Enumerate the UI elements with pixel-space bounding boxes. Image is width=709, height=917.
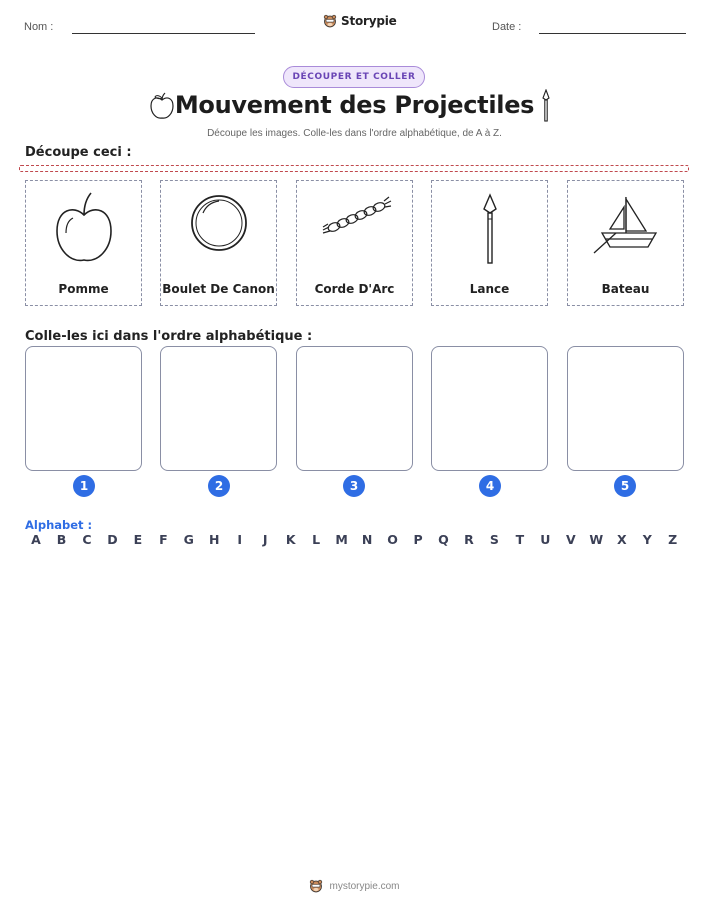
- name-line[interactable]: [72, 33, 255, 34]
- alphabet-label: Alphabet :: [25, 518, 93, 532]
- alphabet-letter: K: [285, 532, 296, 547]
- alphabet-letter: H: [209, 532, 220, 547]
- alphabet-letter: Y: [642, 532, 652, 547]
- alphabet-letter: C: [82, 532, 92, 547]
- number-badge-1: 1: [73, 475, 95, 497]
- card-label: Bateau: [601, 282, 650, 296]
- alphabet-letter: D: [107, 532, 118, 547]
- date-label: Date :: [492, 21, 522, 33]
- alphabet-letter: N: [361, 532, 373, 547]
- number-badge-2: 2: [208, 475, 230, 497]
- alphabet-letter: I: [237, 532, 243, 547]
- activity-badge: DÉCOUPER ET COLLER: [283, 66, 425, 88]
- spear-icon: [539, 89, 553, 123]
- alphabet-row: [25, 532, 684, 547]
- alphabet-letter: S: [489, 532, 499, 547]
- card-label: Pomme: [58, 282, 109, 296]
- alphabet-letter: V: [566, 532, 576, 547]
- alphabet-letter: Z: [668, 532, 678, 547]
- cut-line: [19, 165, 689, 172]
- cut-card-bateau[interactable]: [567, 180, 684, 306]
- cut-card-lance[interactable]: [431, 180, 548, 306]
- apple-icon: [44, 187, 124, 273]
- alphabet-letter: M: [335, 532, 348, 547]
- footer-link[interactable]: mystorypie.com: [329, 880, 400, 892]
- alphabet-letter: U: [540, 532, 551, 547]
- cut-heading: Découpe ceci :: [25, 145, 132, 160]
- paste-box-2[interactable]: [160, 346, 277, 471]
- cut-card-boulet-de-canon[interactable]: [160, 180, 277, 306]
- alphabet-letter: X: [616, 532, 627, 547]
- alphabet-letter: J: [262, 532, 268, 547]
- paste-box-1[interactable]: [25, 346, 142, 471]
- storypie-mascot-icon: [323, 14, 337, 28]
- name-label: Nom :: [24, 21, 54, 33]
- rope-icon: [315, 187, 395, 273]
- page-title: Mouvement des Projectiles: [174, 91, 535, 119]
- card-label: Corde D'Arc: [314, 282, 395, 296]
- alphabet-letter: B: [56, 532, 67, 547]
- storypie-mascot-icon: [309, 879, 323, 893]
- number-badge-3: 3: [343, 475, 365, 497]
- date-line[interactable]: [539, 33, 686, 34]
- alphabet-letter: T: [515, 532, 525, 547]
- alphabet-letter: G: [183, 532, 194, 547]
- boat-icon: [586, 187, 666, 273]
- alphabet-letter: E: [133, 532, 143, 547]
- card-label: Boulet De Canon: [162, 282, 275, 296]
- cut-card-corde-darc[interactable]: [296, 180, 413, 306]
- storypie-logo: [323, 14, 397, 28]
- alphabet-letter: O: [387, 532, 398, 547]
- alphabet-letter: F: [159, 532, 168, 547]
- cannonball-icon: [179, 187, 259, 273]
- paste-heading: Colle-les ici dans l'ordre alphabétique :: [25, 329, 313, 344]
- instructions: Découpe les images. Colle-les dans l'ordre alphabétique, de A à Z.: [207, 128, 502, 139]
- footer: [0, 879, 709, 893]
- alphabet-letter: Q: [438, 532, 449, 547]
- cut-card-pomme[interactable]: [25, 180, 142, 306]
- card-label: Lance: [469, 282, 510, 296]
- number-badge-4: 4: [479, 475, 501, 497]
- alphabet-letter: A: [31, 532, 41, 547]
- paste-box-5[interactable]: [567, 346, 684, 471]
- number-badge-5: 5: [614, 475, 636, 497]
- paste-box-4[interactable]: [431, 346, 548, 471]
- logo-text: Storypie: [341, 14, 397, 28]
- alphabet-letter: R: [464, 532, 474, 547]
- alphabet-letter: L: [312, 532, 321, 547]
- alphabet-letter: W: [589, 532, 604, 547]
- paste-box-3[interactable]: [296, 346, 413, 471]
- spear-icon: [450, 187, 530, 273]
- alphabet-letter: P: [413, 532, 423, 547]
